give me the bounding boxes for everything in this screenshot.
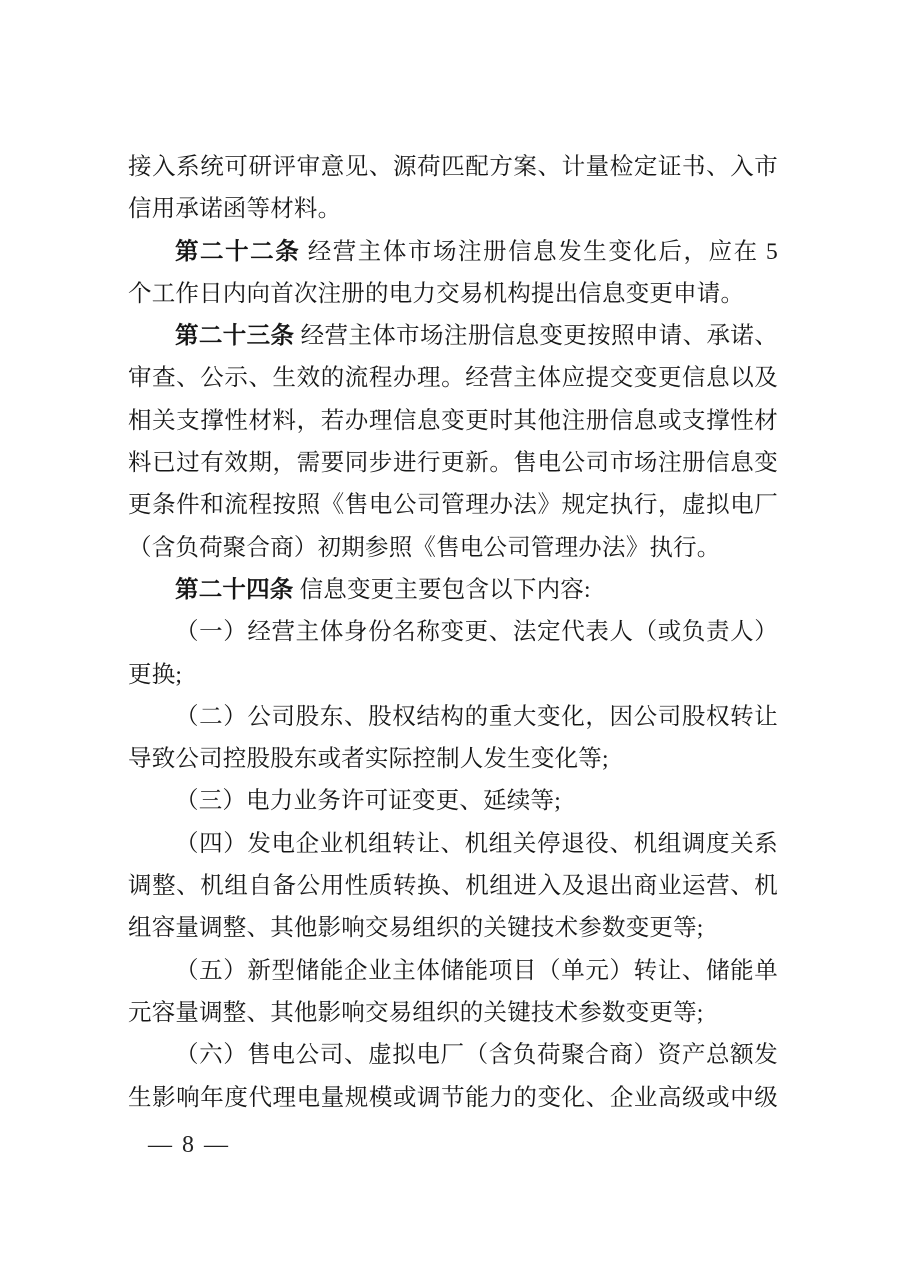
text-run: 导致公司控股股东或者实际控制人发生变化等; <box>128 746 609 773</box>
text-line <box>128 950 778 992</box>
text-run: 元容量调整、其他影响交易组织的关键技术参数变更等; <box>128 999 704 1026</box>
text-line <box>128 527 778 569</box>
text-run: 更条件和流程按照《售电公司管理办法》规定执行，虚拟电厂 <box>128 492 778 519</box>
text-line <box>128 357 778 399</box>
text-line <box>128 611 778 653</box>
text-run: 更换; <box>128 661 183 688</box>
page-footer <box>148 1132 230 1159</box>
text-line <box>128 400 778 442</box>
text-run: 信用承诺函等材料。 <box>128 196 342 223</box>
text-line <box>128 188 778 230</box>
text-line <box>128 823 778 865</box>
text-run: （二）公司股东、股权结构的重大变化，因公司股权转让 <box>175 703 778 730</box>
text-run: 生影响年度代理电量规模或调节能力的变化、企业高级或中级 <box>128 1084 778 1111</box>
text-line <box>128 738 778 780</box>
text-line <box>128 1077 778 1119</box>
text-line <box>128 654 778 696</box>
article-heading: 第二十四条 <box>175 576 294 603</box>
text-line <box>128 992 778 1034</box>
text-run: 料已过有效期，需要同步进行更新。售电公司市场注册信息变 <box>128 450 778 477</box>
text-run: 经营主体市场注册信息发生变化后，应在 5 <box>300 238 779 265</box>
text-run: （六）售电公司、虚拟电厂（含负荷聚合商）资产总额发 <box>175 1042 778 1069</box>
text-line <box>128 780 778 822</box>
text-run: （四）发电企业机组转让、机组关停退役、机组调度关系 <box>175 830 778 857</box>
text-run: （含负荷聚合商）初期参照《售电公司管理办法》执行。 <box>128 534 721 561</box>
text-line <box>128 231 778 273</box>
text-line <box>128 696 778 738</box>
text-run: 审查、公示、生效的流程办理。经营主体应提交变更信息以及 <box>128 365 778 392</box>
text-line <box>128 907 778 949</box>
page-number: — 8 — <box>148 1132 230 1158</box>
text-line <box>128 315 778 357</box>
text-line <box>128 1034 778 1076</box>
article-heading: 第二十二条 <box>175 238 301 265</box>
article-heading: 第二十三条 <box>175 323 295 350</box>
text-run: （一）经营主体身份名称变更、法定代表人（或负责人） <box>175 619 778 646</box>
text-line <box>128 442 778 484</box>
text-line <box>128 484 778 526</box>
text-run: 个工作日内向首次注册的电力交易机构提出信息变更申请。 <box>128 280 745 307</box>
text-run: （五）新型储能企业主体储能项目（单元）转让、储能单 <box>175 957 778 984</box>
text-run: 经营主体市场注册信息变更按照申请、承诺、 <box>294 323 779 350</box>
text-run: 信息变更主要包含以下内容: <box>293 576 591 603</box>
text-run: 组容量调整、其他影响交易组织的关键技术参数变更等; <box>128 915 704 942</box>
text-run: 相关支撑性材料，若办理信息变更时其他注册信息或支撑性材 <box>128 407 778 434</box>
text-line <box>128 865 778 907</box>
document-body <box>128 146 778 1119</box>
text-line <box>128 273 778 315</box>
text-run: （三）电力业务许可证变更、延续等; <box>175 788 561 815</box>
text-run: 接入系统可研评审意见、源荷匹配方案、计量检定证书、入市 <box>128 154 778 180</box>
text-run: 调整、机组自备公用性质转换、机组进入及退出商业运营、机 <box>128 873 778 900</box>
text-line <box>128 146 778 188</box>
text-line <box>128 569 778 611</box>
